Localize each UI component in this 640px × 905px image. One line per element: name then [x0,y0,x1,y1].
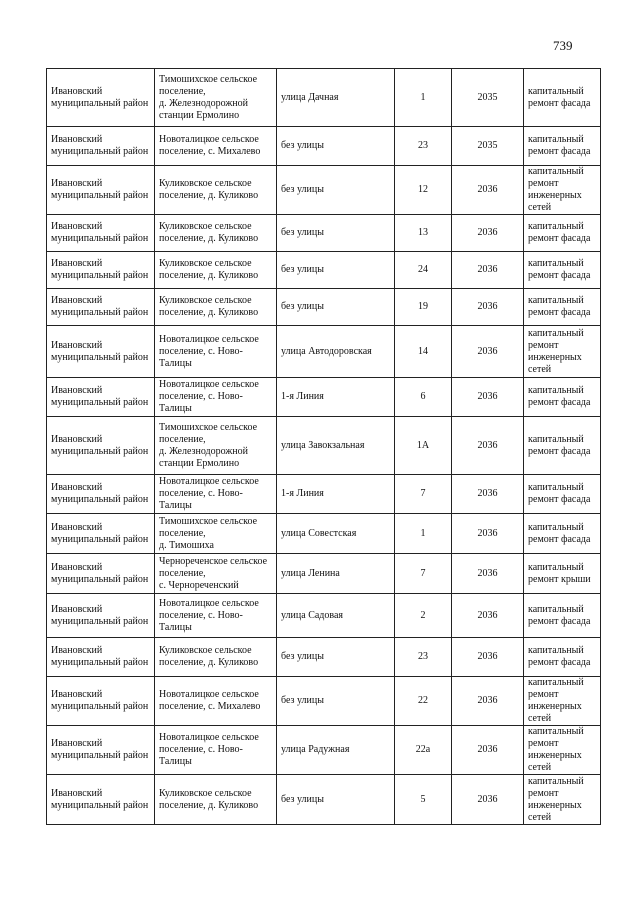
district-cell: Ивановский муниципальный район [47,775,155,825]
house-number-cell: 2 [395,594,452,638]
settlement-cell: Куликовское сельское поселение, д. Куликово [155,289,277,326]
table-row [47,594,601,638]
district-cell: Ивановский муниципальный район [47,69,155,127]
work-type-cell: капитальный ремонт фасада [524,69,601,127]
district-cell: Ивановский муниципальный район [47,594,155,638]
work-type-cell: капитальный ремонт инженерных сетей [524,726,601,775]
house-number-cell: 19 [395,289,452,326]
year-cell: 2035 [452,127,524,166]
year-cell: 2036 [452,514,524,554]
settlement-cell: Новоталицкое сельское поселение, с. Ново-Талицы [155,475,277,514]
work-type-cell: капитальный ремонт инженерных сетей [524,775,601,825]
settlement-cell: Новоталицкое сельское поселение, с. Ново-Талицы [155,326,277,378]
street-cell: улица Радужная [277,726,395,775]
year-cell: 2036 [452,475,524,514]
year-cell: 2036 [452,594,524,638]
settlement-cell: Новоталицкое сельское поселение, с. Михалево [155,127,277,166]
house-number-cell: 1А [395,417,452,475]
repair-schedule-table [46,68,601,825]
year-cell: 2036 [452,326,524,378]
table-row [47,326,601,378]
work-type-cell: капитальный ремонт фасада [524,514,601,554]
street-cell: улица Автодоровская [277,326,395,378]
settlement-cell: Тимошихское сельское поселение, д. Тимошиха [155,514,277,554]
street-cell: улица Завокзальная [277,417,395,475]
page-number: 739 [553,38,573,53]
settlement-cell: Новоталицкое сельское поселение, с. Михалево [155,677,277,726]
table-row [47,252,601,289]
street-cell: без улицы [277,215,395,252]
street-cell: 1-я Линия [277,378,395,417]
house-number-cell: 7 [395,554,452,594]
street-cell: без улицы [277,127,395,166]
work-type-cell: капитальный ремонт фасада [524,127,601,166]
house-number-cell: 13 [395,215,452,252]
settlement-cell: Куликовское сельское поселение, д. Куликово [155,215,277,252]
work-type-cell: капитальный ремонт крыши [524,554,601,594]
work-type-cell: капитальный ремонт фасада [524,378,601,417]
settlement-cell: Новоталицкое сельское поселение, с. Ново-Талицы [155,594,277,638]
settlement-cell: Тимошихское сельское поселение, д. Железнодорожной станции Ермолино [155,417,277,475]
district-cell: Ивановский муниципальный район [47,677,155,726]
house-number-cell: 1 [395,514,452,554]
house-number-cell: 22 [395,677,452,726]
house-number-cell: 6 [395,378,452,417]
work-type-cell: капитальный ремонт инженерных сетей [524,326,601,378]
house-number-cell: 24 [395,252,452,289]
street-cell: улица Садовая [277,594,395,638]
house-number-cell: 14 [395,326,452,378]
table-row [47,775,601,825]
district-cell: Ивановский муниципальный район [47,475,155,514]
district-cell: Ивановский муниципальный район [47,554,155,594]
year-cell: 2036 [452,166,524,215]
house-number-cell: 22а [395,726,452,775]
house-number-cell: 23 [395,638,452,677]
year-cell: 2036 [452,726,524,775]
district-cell: Ивановский муниципальный район [47,215,155,252]
table-row [47,475,601,514]
district-cell: Ивановский муниципальный район [47,638,155,677]
year-cell: 2036 [452,378,524,417]
district-cell: Ивановский муниципальный район [47,417,155,475]
year-cell: 2036 [452,677,524,726]
table-row [47,69,601,127]
district-cell: Ивановский муниципальный район [47,514,155,554]
table-body [47,69,601,825]
street-cell: без улицы [277,638,395,677]
settlement-cell: Новоталицкое сельское поселение, с. Ново-Талицы [155,378,277,417]
work-type-cell: капитальный ремонт фасада [524,252,601,289]
house-number-cell: 1 [395,69,452,127]
year-cell: 2036 [452,417,524,475]
work-type-cell: капитальный ремонт фасада [524,215,601,252]
street-cell: без улицы [277,252,395,289]
street-cell: без улицы [277,677,395,726]
settlement-cell: Тимошихское сельское поселение, д. Железнодорожной станции Ермолино [155,69,277,127]
district-cell: Ивановский муниципальный район [47,726,155,775]
table-row [47,289,601,326]
work-type-cell: капитальный ремонт фасада [524,289,601,326]
street-cell: улица Дачная [277,69,395,127]
work-type-cell: капитальный ремонт инженерных сетей [524,677,601,726]
settlement-cell: Куликовское сельское поселение, д. Куликово [155,166,277,215]
district-cell: Ивановский муниципальный район [47,166,155,215]
work-type-cell: капитальный ремонт фасада [524,475,601,514]
table-row [47,127,601,166]
year-cell: 2036 [452,775,524,825]
house-number-cell: 7 [395,475,452,514]
year-cell: 2035 [452,69,524,127]
table-row [47,554,601,594]
table-row [47,677,601,726]
table-row [47,378,601,417]
settlement-cell: Чернореченское сельское поселение, с. Чернореченский [155,554,277,594]
street-cell: улица Ленина [277,554,395,594]
settlement-cell: Куликовское сельское поселение, д. Куликово [155,638,277,677]
street-cell: без улицы [277,166,395,215]
work-type-cell: капитальный ремонт фасада [524,638,601,677]
table-row [47,417,601,475]
year-cell: 2036 [452,252,524,289]
table-row [47,726,601,775]
year-cell: 2036 [452,215,524,252]
settlement-cell: Куликовское сельское поселение, д. Куликово [155,252,277,289]
district-cell: Ивановский муниципальный район [47,326,155,378]
year-cell: 2036 [452,289,524,326]
house-number-cell: 5 [395,775,452,825]
house-number-cell: 23 [395,127,452,166]
year-cell: 2036 [452,638,524,677]
settlement-cell: Новоталицкое сельское поселение, с. Ново-Талицы [155,726,277,775]
district-cell: Ивановский муниципальный район [47,378,155,417]
settlement-cell: Куликовское сельское поселение, д. Куликово [155,775,277,825]
district-cell: Ивановский муниципальный район [47,289,155,326]
year-cell: 2036 [452,554,524,594]
house-number-cell: 12 [395,166,452,215]
street-cell: улица Совестская [277,514,395,554]
table-row [47,514,601,554]
table-row [47,215,601,252]
table-row [47,166,601,215]
street-cell: без улицы [277,289,395,326]
table-row [47,638,601,677]
district-cell: Ивановский муниципальный район [47,127,155,166]
work-type-cell: капитальный ремонт инженерных сетей [524,166,601,215]
work-type-cell: капитальный ремонт фасада [524,417,601,475]
district-cell: Ивановский муниципальный район [47,252,155,289]
work-type-cell: капитальный ремонт фасада [524,594,601,638]
street-cell: 1-я Линия [277,475,395,514]
street-cell: без улицы [277,775,395,825]
